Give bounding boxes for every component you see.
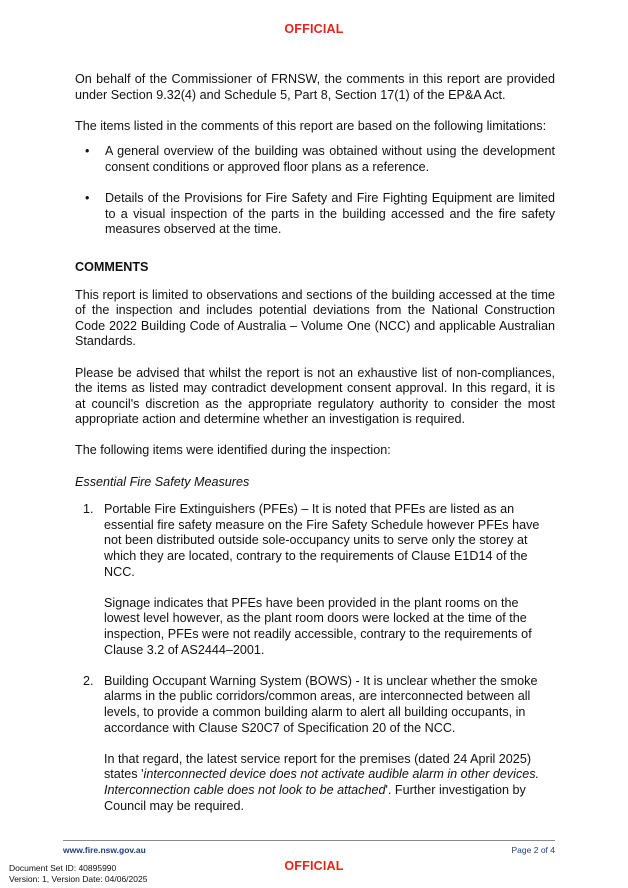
comments-heading: COMMENTS [75,259,149,274]
service-report-quote: interconnected device does not activate audible alarm in other devices. Interconnection cable does not look to be attached [104,767,540,797]
document-version: Version: 1, Version Date: 04/06/2025 [9,874,148,884]
section-subheading: Essential Fire Safety Measures [75,474,250,489]
item-text-post: '. Further investigation by Council may be required. [104,782,526,813]
item-number: 2. [83,673,94,688]
page-number: Page 2 of 4 [511,845,555,855]
list-item [75,191,555,238]
comments-paragraph: The following items were identified during the inspection: [75,443,391,458]
limitations-paragraph: The items listed in the comments of this report are based on the following limitations: [75,118,547,133]
list-item [75,144,555,175]
list-item [75,674,555,814]
item-text: Building Occupant Warning System (BOWS) - It is unclear whether the smoke alarms in the public corridors/common areas, are interconnected between all levels, to provide a common building alarm to alert all building occupants, in accordance with Clause S20C7 of Specification 20 of the NCC. [104,673,538,735]
item-text: Portable Fire Extinguishers (PFEs) – It is noted that PFEs are listed as an essential fire safety measure on the Fire Safety Schedule however PFEs have not been distributed outside sole-occupancy units to serve only the storey at which they are located, contrary to the requirements of Clause E1D14 of the NCC. [104,502,540,579]
comments-paragraph: Please be advised that whilst the report is not an exhaustive list of non-compliances, the items as listed may contradict development consent approval. In this regard, it is at council's discretion as the appropriate regulatory authority to consider the most appropriate action and determine whether an investigation is required. [75,365,555,427]
item-text: Signage indicates that PFEs have been provided in the plant rooms on the lowest level however, as the plant room doors were locked at the time of the inspection, PFEs were not readily accessible, contrary to the requirements of Clause 3.2 of AS2444–2001. [104,595,532,657]
document-set-id: Document Set ID: 40895990 [9,863,117,873]
item-number: 1. [83,502,94,517]
item-text-pre: In that regard, the latest service report for the premises (dated 24 April 2025) states ' [104,751,532,782]
intro-paragraph: On behalf of the Commissioner of FRNSW, the comments in this report are provided under Section 9.32(4) and Schedule 5, Part 8, Section 17(1) of the EP&A Act. [75,72,555,102]
classification-footer: OFFICIAL [284,859,344,873]
bullet-icon: • [85,144,90,159]
footer-website-link[interactable]: www.fire.nsw.gov.au [63,845,146,855]
classification-header: OFFICIAL [284,22,344,36]
bullet-text: A general overview of the building was obtained without using the development consent conditions or approved floor plans as a reference. [105,144,555,174]
bullet-icon: • [85,191,90,206]
findings-list [75,502,555,814]
item-text [104,752,555,814]
bullet-text: Details of the Provisions for Fire Safety and Fire Fighting Equipment are limited to a visual inspection of the parts in the building accessed and the fire safety measures observed at the time. [105,191,555,237]
report-body [75,72,555,830]
comments-paragraph: This report is limited to observations and sections of the building accessed at the time of the inspection and includes potential deviations from the National Construction Code 2022 Building Code of Australia – Volume One (NCC) and applicable Australian Standards. [75,287,555,349]
list-item [75,502,555,658]
footer-divider [63,840,555,841]
limitations-list [75,144,555,238]
